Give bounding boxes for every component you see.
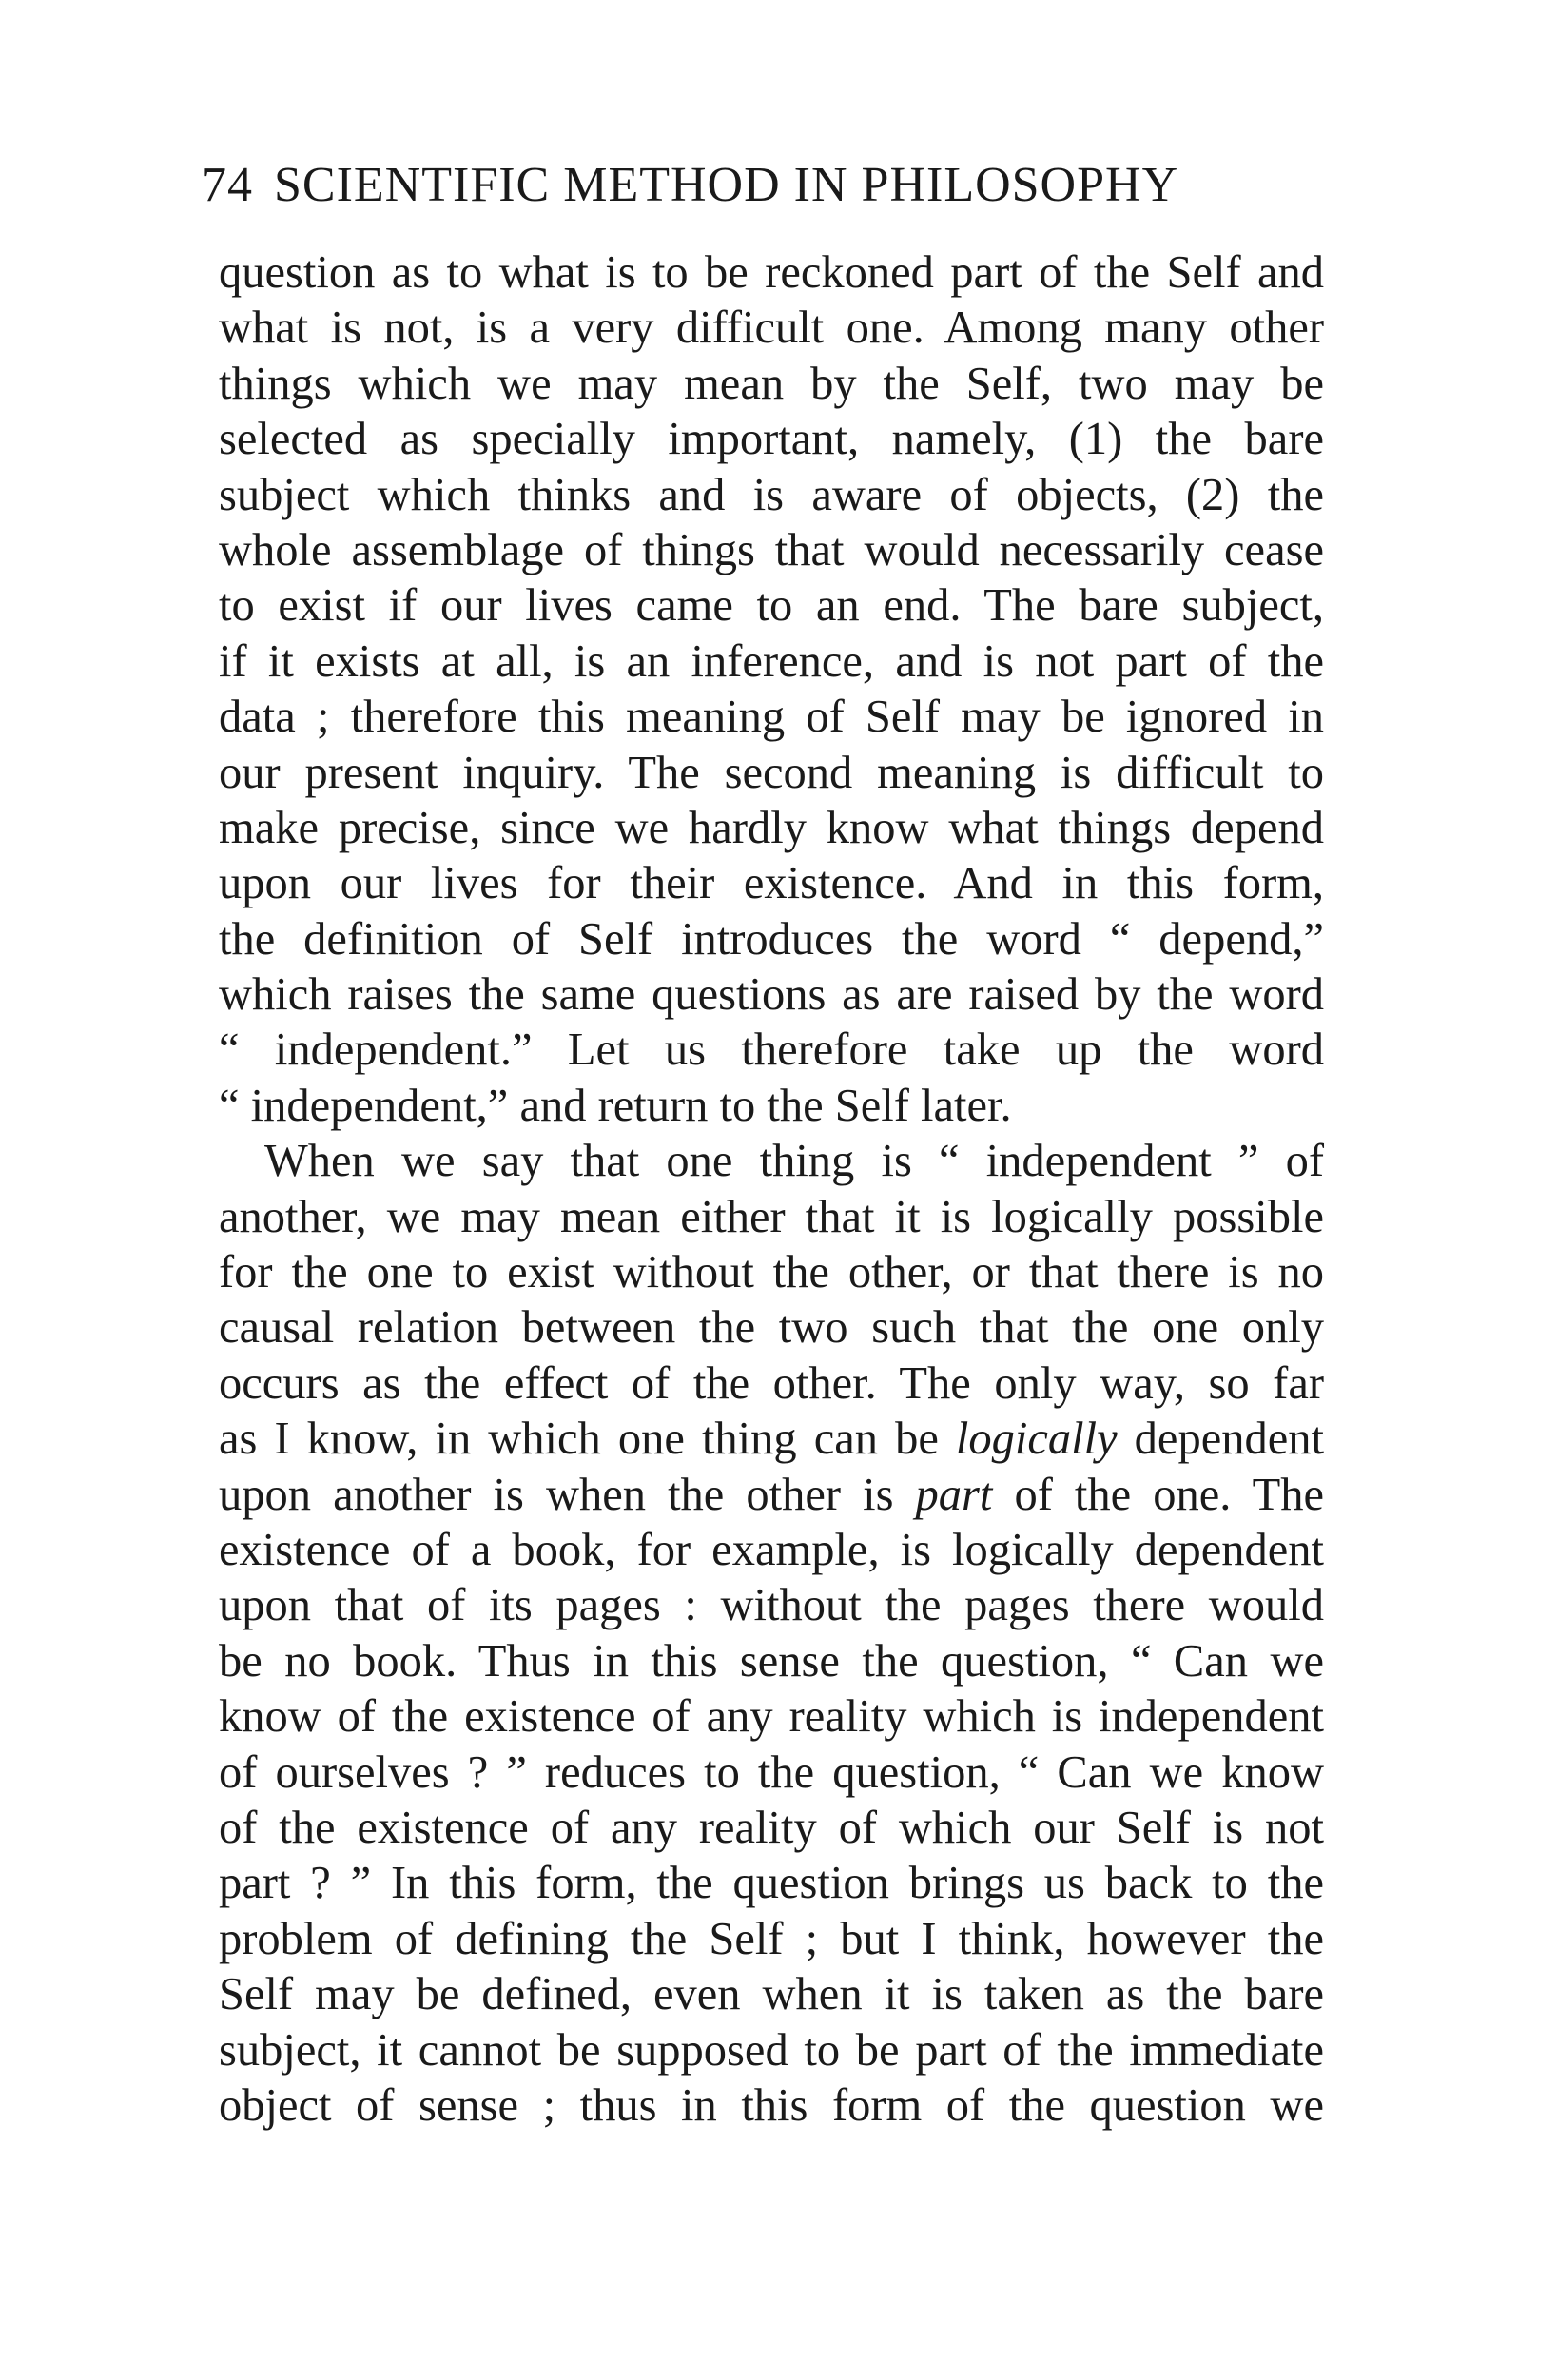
- text-line: of ourselves ? ” reduces to the question, “ Can we know: [219, 1746, 1324, 1798]
- text-line: Self may be defined, even when it is taken as the bare: [219, 1969, 1324, 2020]
- italic-term: logically: [955, 1414, 1118, 1465]
- page-number: 74: [202, 158, 253, 212]
- text-line: occurs as the effect of the other. The only way, so far: [219, 1357, 1324, 1409]
- text-line: selected as specially important, namely, (1) the bare: [219, 414, 1324, 465]
- text-line: question as to what is to be reckoned part of the Self and: [219, 247, 1324, 298]
- paragraph-2: [219, 1134, 1324, 2134]
- text-line: to exist if our lives came to an end. The bare subject,: [219, 580, 1324, 632]
- text-line: problem of defining the Self ; but I think, however the: [219, 1913, 1324, 1964]
- text-run: of the one. The: [992, 1469, 1324, 1520]
- text-line-mixed: [219, 1412, 1324, 1467]
- text-run: as I know, in which one thing can be: [219, 1414, 956, 1465]
- text-line: of the existence of any reality of which our Self is not: [219, 1802, 1324, 1853]
- text-line: upon that of its pages : without the pages there would: [219, 1580, 1324, 1631]
- text-line: which raises the same questions as are raised by the word: [219, 969, 1324, 1021]
- text-line: make precise, since we hardly know what things depend: [219, 802, 1324, 853]
- text-line: causal relation between the two such that the one only: [219, 1302, 1324, 1354]
- text-line: whole assemblage of things that would necessarily cease: [219, 524, 1324, 575]
- text-line-mixed: [219, 1468, 1324, 1523]
- text-line: subject which thinks and is aware of objects, (2) the: [219, 469, 1324, 520]
- paragraph-1: [219, 245, 1324, 1134]
- text-run: dependent: [1117, 1414, 1324, 1465]
- body-text: [219, 245, 1324, 2134]
- text-line: upon our lives for their existence. And in this form,: [219, 858, 1324, 909]
- text-line: subject, it cannot be supposed to be part of the immediate: [219, 2024, 1324, 2076]
- running-title: SCIENTIFIC METHOD IN PHILOSOPHY: [274, 158, 1179, 212]
- text-line: what is not, is a very difficult one. Among many other: [219, 302, 1324, 354]
- text-line: part ? ” In this form, the question brings us back to the: [219, 1858, 1324, 1909]
- text-line: for the one to exist without the other, or that there is no: [219, 1247, 1324, 1298]
- text-line: “ independent.” Let us therefore take up the word: [219, 1024, 1324, 1076]
- italic-term: part: [915, 1469, 993, 1520]
- text-line: existence of a book, for example, is logically dependent: [219, 1524, 1324, 1575]
- text-line: our present inquiry. The second meaning is difficult to: [219, 747, 1324, 798]
- text-line: if it exists at all, is an inference, and is not part of the: [219, 635, 1324, 687]
- text-line: data ; therefore this meaning of Self may be ignored in: [219, 692, 1324, 743]
- text-line: another, we may mean either that it is logically possible: [219, 1191, 1324, 1242]
- text-line: object of sense ; thus in this form of the question we: [219, 2079, 1324, 2131]
- text-run: upon another is when the other is: [219, 1469, 916, 1520]
- text-line: the definition of Self introduces the word “ depend,”: [219, 913, 1324, 965]
- text-line: “ independent,” and return to the Self later.: [219, 1080, 1012, 1131]
- text-line: things which we may mean by the Self, two may be: [219, 358, 1324, 409]
- running-head: [202, 152, 1324, 219]
- text-line: know of the existence of any reality which is independent: [219, 1691, 1324, 1743]
- text-line: When we say that one thing is “ independent ” of: [264, 1136, 1324, 1187]
- text-line: be no book. Thus in this sense the question, “ Can we: [219, 1635, 1324, 1687]
